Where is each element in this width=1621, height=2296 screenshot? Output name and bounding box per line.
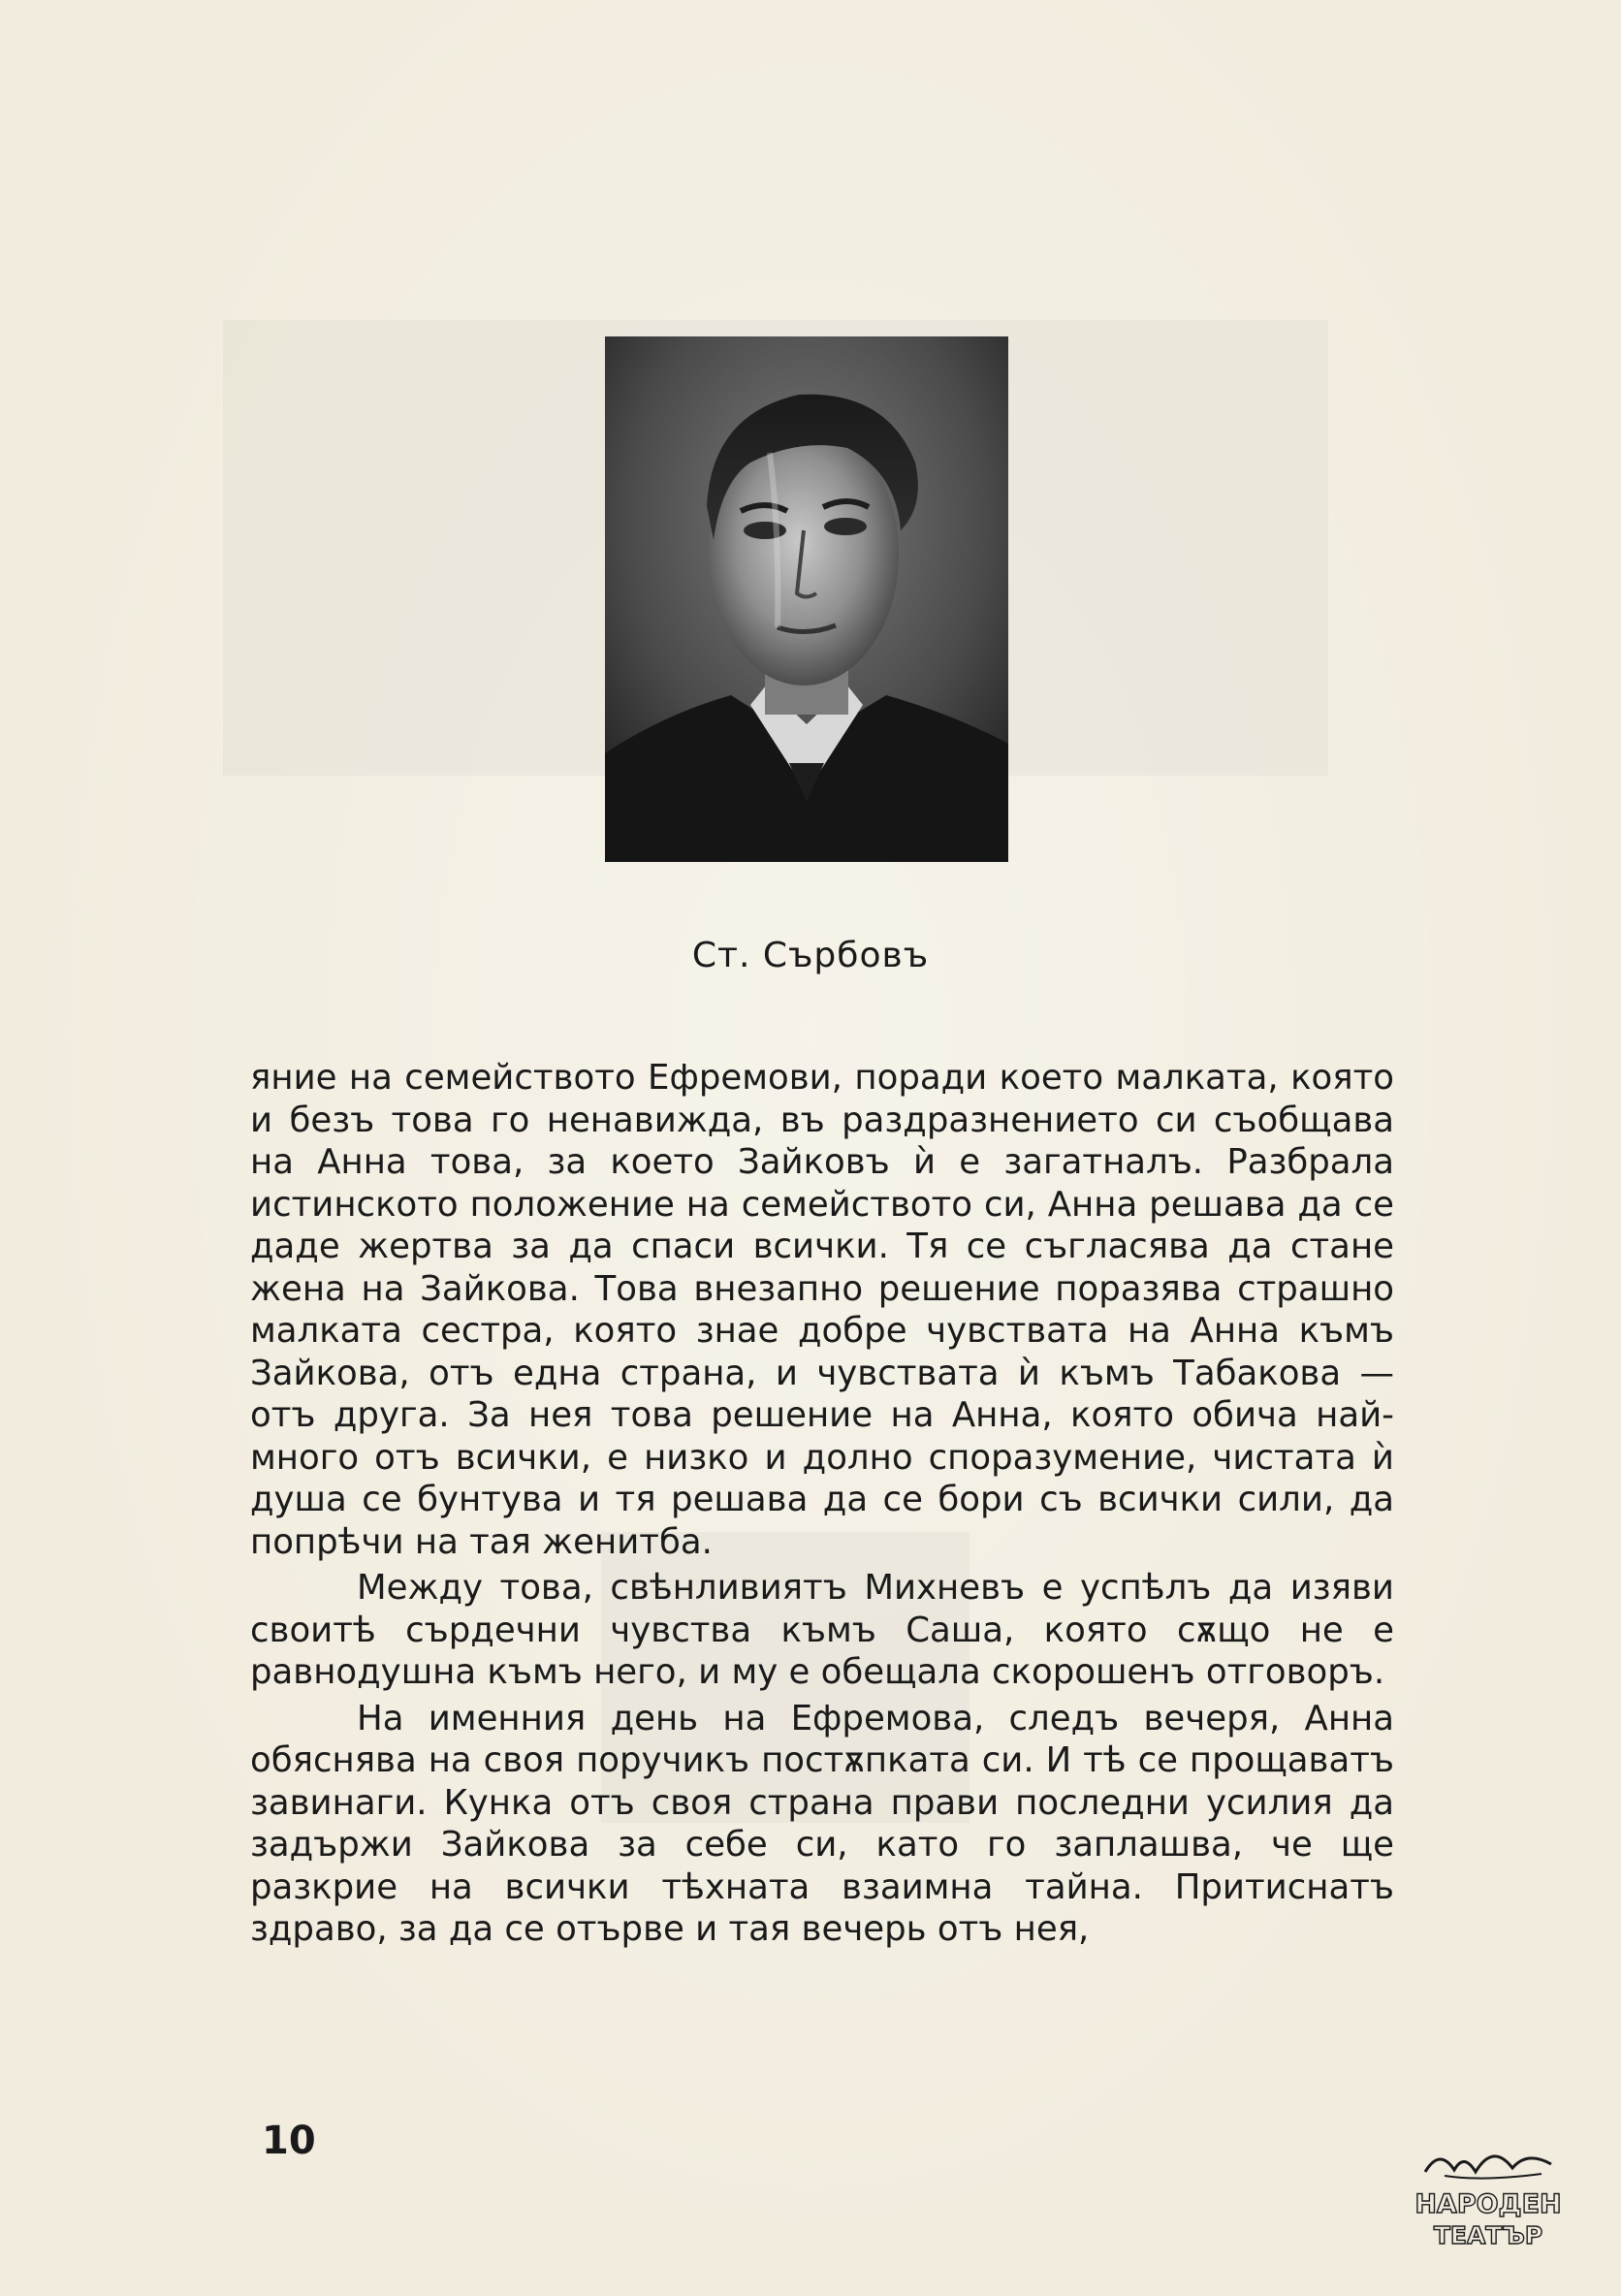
portrait-image: [605, 336, 1008, 862]
portrait-photo: [605, 336, 1008, 862]
paragraph-3: На именния день на Ефремова, следъ вечеря, Анна обяснява на своя поручикъ постѫпката си. И тѣ се прощаватъ завинаги. Кунка отъ своя страна прави последни усилия да задържи Зайкова за себе си, като го заплашва, че ще разкрие на всички тѣхната взаимна тайна. Притиснатъ здраво, за да се отърве и тая вечерь отъ нея,: [250, 1698, 1394, 1949]
body-text: [250, 1057, 1394, 1951]
svg-text:ТЕАТЪР: ТЕАТЪР: [1433, 2221, 1543, 2249]
svg-text:НАРОДЕН: НАРОДЕН: [1414, 2189, 1562, 2219]
portrait-caption: Ст. Сърбовъ: [691, 936, 930, 975]
theatre-logo: [1406, 2143, 1571, 2254]
page-number: 10: [262, 2119, 316, 2163]
paragraph-1: яние на семейството Ефремови, поради което малката, която и безъ това го ненавижда, въ раздразнението си съобщава на Анна това, за което Зайковъ ѝ е загатналъ. Разбрала истинското положение на семейството си, Анна решава да се даде жертва за да спаси всички. Тя се съгласява да стане жена на Зайкова. Това внезапно решение поразява страшно малката сестра, която знае добре чувствата на Анна къмъ Зайкова, отъ една страна, и чувствата ѝ къмъ Табакова — отъ друга. За нея това решение на Анна, която обича най-много отъ всички, е низко и долно споразумение, чистата ѝ душа се бунтува и тя решава да се бори съ всички сили, да попрѣчи на тая женитба.: [250, 1058, 1394, 1562]
paragraph-2: Между това, свѣнливиятъ Михневъ е успѣлъ да изяви своитѣ сърдечни чувства къмъ Саша, която сѫщо не е равнодушна къмъ него, и му е обещала скорошенъ отговоръ.: [250, 1568, 1394, 1692]
